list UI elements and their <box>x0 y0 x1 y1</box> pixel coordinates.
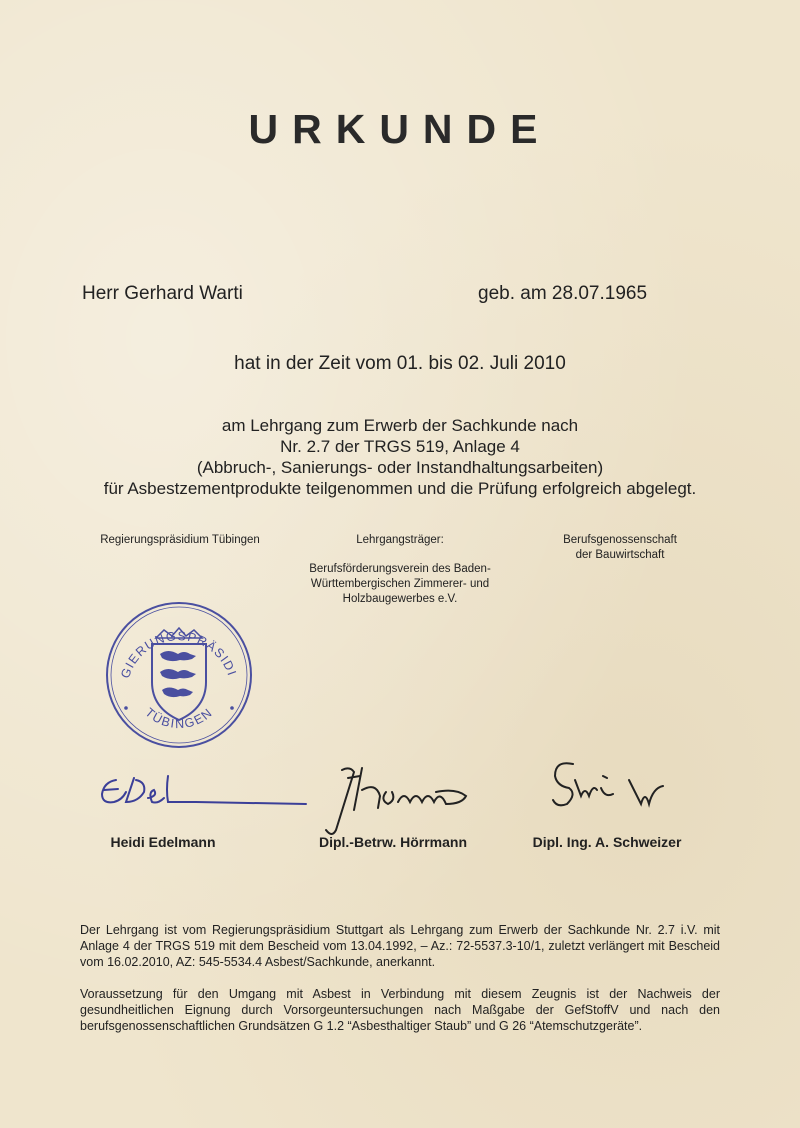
signatory-name: Dipl.-Betrw. Hörrmann <box>318 834 468 850</box>
holder-name: Herr Gerhard Warti <box>82 283 243 304</box>
authority-line: Berufsgenossenschaft <box>563 534 677 546</box>
footer-recognition-text: Der Lehrgang ist vom Regierungspräsidium Stuttgart als Lehrgang zum Erwerb der Sachkunde Nr. 2.7 i.V. mit Anlage 4 der TRGS 519 mit dem Bescheid vom 13.04.1992, – Az.: 72-5537.3-10/1, zuletzt verlängert mit Bescheid vom 16.02.2010, AZ: 545-5534.4 Asbest/Sachkunde, anerkannt. <box>80 923 720 969</box>
body-line: am Lehrgang zum Erwerb der Sachkunde nach <box>221 416 579 435</box>
authority-berufsgenossenschaft <box>520 533 720 563</box>
body-line: für Asbestzementprodukte teilgenommen und die Prüfung erfolgreich abgelegt. <box>103 479 697 498</box>
birth-date: geb. am 28.07.1965 <box>478 283 648 304</box>
course-period: hat in der Zeit vom 01. bis 02. Juli 2010 <box>234 353 566 374</box>
signature-hoerrmann <box>306 760 476 840</box>
body-line: (Abbruch-, Sanierungs- oder Instandhaltungsarbeiten) <box>196 458 604 477</box>
signature-schweizer <box>545 750 685 820</box>
course-provider-label: Lehrgangsträger: <box>356 534 444 546</box>
seal-top-text: REGIERUNGSPRÄSIDIUM <box>98 589 240 681</box>
body-line: Nr. 2.7 der TRGS 519, Anlage 4 <box>280 437 520 456</box>
signatory-name: Dipl. Ing. A. Schweizer <box>532 834 682 850</box>
signatory-name: Heidi Edelmann <box>110 834 216 850</box>
footer-requirement-text: Voraussetzung für den Umgang mit Asbest in Verbindung mit diesem Zeugnis ist der Nachweis der gesundheitlichen Eignung durch Vorsorgeuntersuchungen nach Maßgabe der GefStoffV und nach den berufsgenossenschaftlichen Grundsätzen G 1.2 “Asbesthaltiger Staub” und G 26 “Atemschutzgeräte”. <box>80 987 720 1033</box>
course-provider-line: Berufsförderungsverein des Baden- <box>309 563 491 575</box>
document-title: URKUNDE <box>248 106 552 152</box>
course-provider-line: Württembergischen Zimmerer- und <box>310 578 490 590</box>
authority-regierungspraesidium: Regierungspräsidium Tübingen <box>100 534 260 546</box>
course-provider-org <box>290 562 510 607</box>
course-provider-line: Holzbaugewerbes e.V. <box>342 593 458 605</box>
signature-edelmann <box>96 772 311 812</box>
seal-bottom-text: TÜBINGEN <box>142 705 216 732</box>
official-seal <box>98 589 254 750</box>
authority-line: der Bauwirtschaft <box>575 549 665 561</box>
